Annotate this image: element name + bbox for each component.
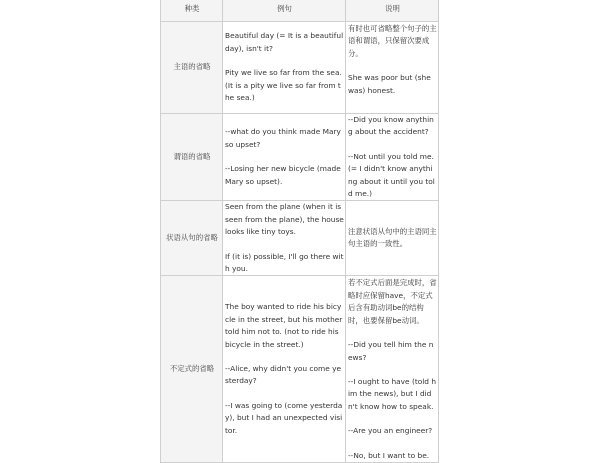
note-cell bbox=[346, 276, 439, 462]
category-cell: 不定式的省略 bbox=[161, 276, 223, 462]
note-text: --Did you tell him the news? bbox=[348, 340, 434, 362]
example-sentence: The boy wanted to ride his bicycle in the street, but his mother told him not to. (not to ride his bicycle in the street.) bbox=[225, 302, 343, 349]
example-sentence: --Losing her new bicycle (made Mary so upset). bbox=[225, 164, 341, 186]
category-cell: 主语的省略 bbox=[161, 22, 223, 114]
note-cell bbox=[346, 201, 439, 276]
table-header-row bbox=[161, 0, 439, 22]
note-text: 若不定式后面是完成时，省略时应保留have，不定式后含有助动词be的结构时，也要保留be动词。 bbox=[348, 278, 437, 325]
header-note: 说明 bbox=[346, 0, 439, 22]
example-sentence: Seen from the plane (when it is seen from the plane), the house looks like tiny toys. bbox=[225, 202, 344, 237]
note-text: --No, but I want to be. bbox=[348, 450, 430, 460]
header-category: 种类 bbox=[161, 0, 223, 22]
note-text: 注意状语从句中的主语同主句主语的一致性。 bbox=[348, 227, 437, 249]
example-cell bbox=[223, 114, 346, 201]
note-text: --Not until you told me. (= I didn't know anything about it until you told me.) bbox=[348, 151, 435, 199]
category-cell: 谓语的省略 bbox=[161, 114, 223, 201]
example-cell bbox=[223, 22, 346, 114]
example-sentence: --Alice, why didn't you come yesterday? bbox=[225, 364, 342, 386]
example-sentence: Pity we live so far from the sea. (It is a pity we live so far from the sea.) bbox=[225, 68, 342, 103]
header-example: 例句 bbox=[223, 0, 346, 22]
note-text: --Did you know anything about the accident? bbox=[348, 115, 434, 137]
example-cell bbox=[223, 201, 346, 276]
table-row bbox=[161, 276, 439, 462]
table-row bbox=[161, 114, 439, 201]
note-text: 有时也可省略整个句子的主语和谓语，只保留次要成分。 bbox=[348, 24, 437, 58]
category-cell: 状语从句的省略 bbox=[161, 201, 223, 276]
example-sentence: --what do you think made Mary so upset? bbox=[225, 127, 341, 149]
example-sentence: If (it is) possible, I'll go there with you. bbox=[225, 251, 344, 274]
note-cell bbox=[346, 114, 439, 201]
table-row bbox=[161, 201, 439, 276]
example-sentence: Beautiful day (= It is a beautiful day), isn't it? bbox=[225, 31, 344, 53]
note-text: --Are you an engineer? bbox=[348, 426, 433, 436]
example-cell bbox=[223, 276, 346, 462]
table-row bbox=[161, 22, 439, 114]
example-sentence: --I was going to (come yesterday), but I had an unexpected visitor. bbox=[225, 400, 343, 435]
note-text: --I ought to have (told him the news), but I didn't know how to speak. bbox=[348, 376, 437, 411]
note-cell bbox=[346, 22, 439, 114]
ellipsis-grammar-table bbox=[160, 0, 439, 463]
note-text: She was poor but (she was) honest. bbox=[348, 73, 431, 95]
